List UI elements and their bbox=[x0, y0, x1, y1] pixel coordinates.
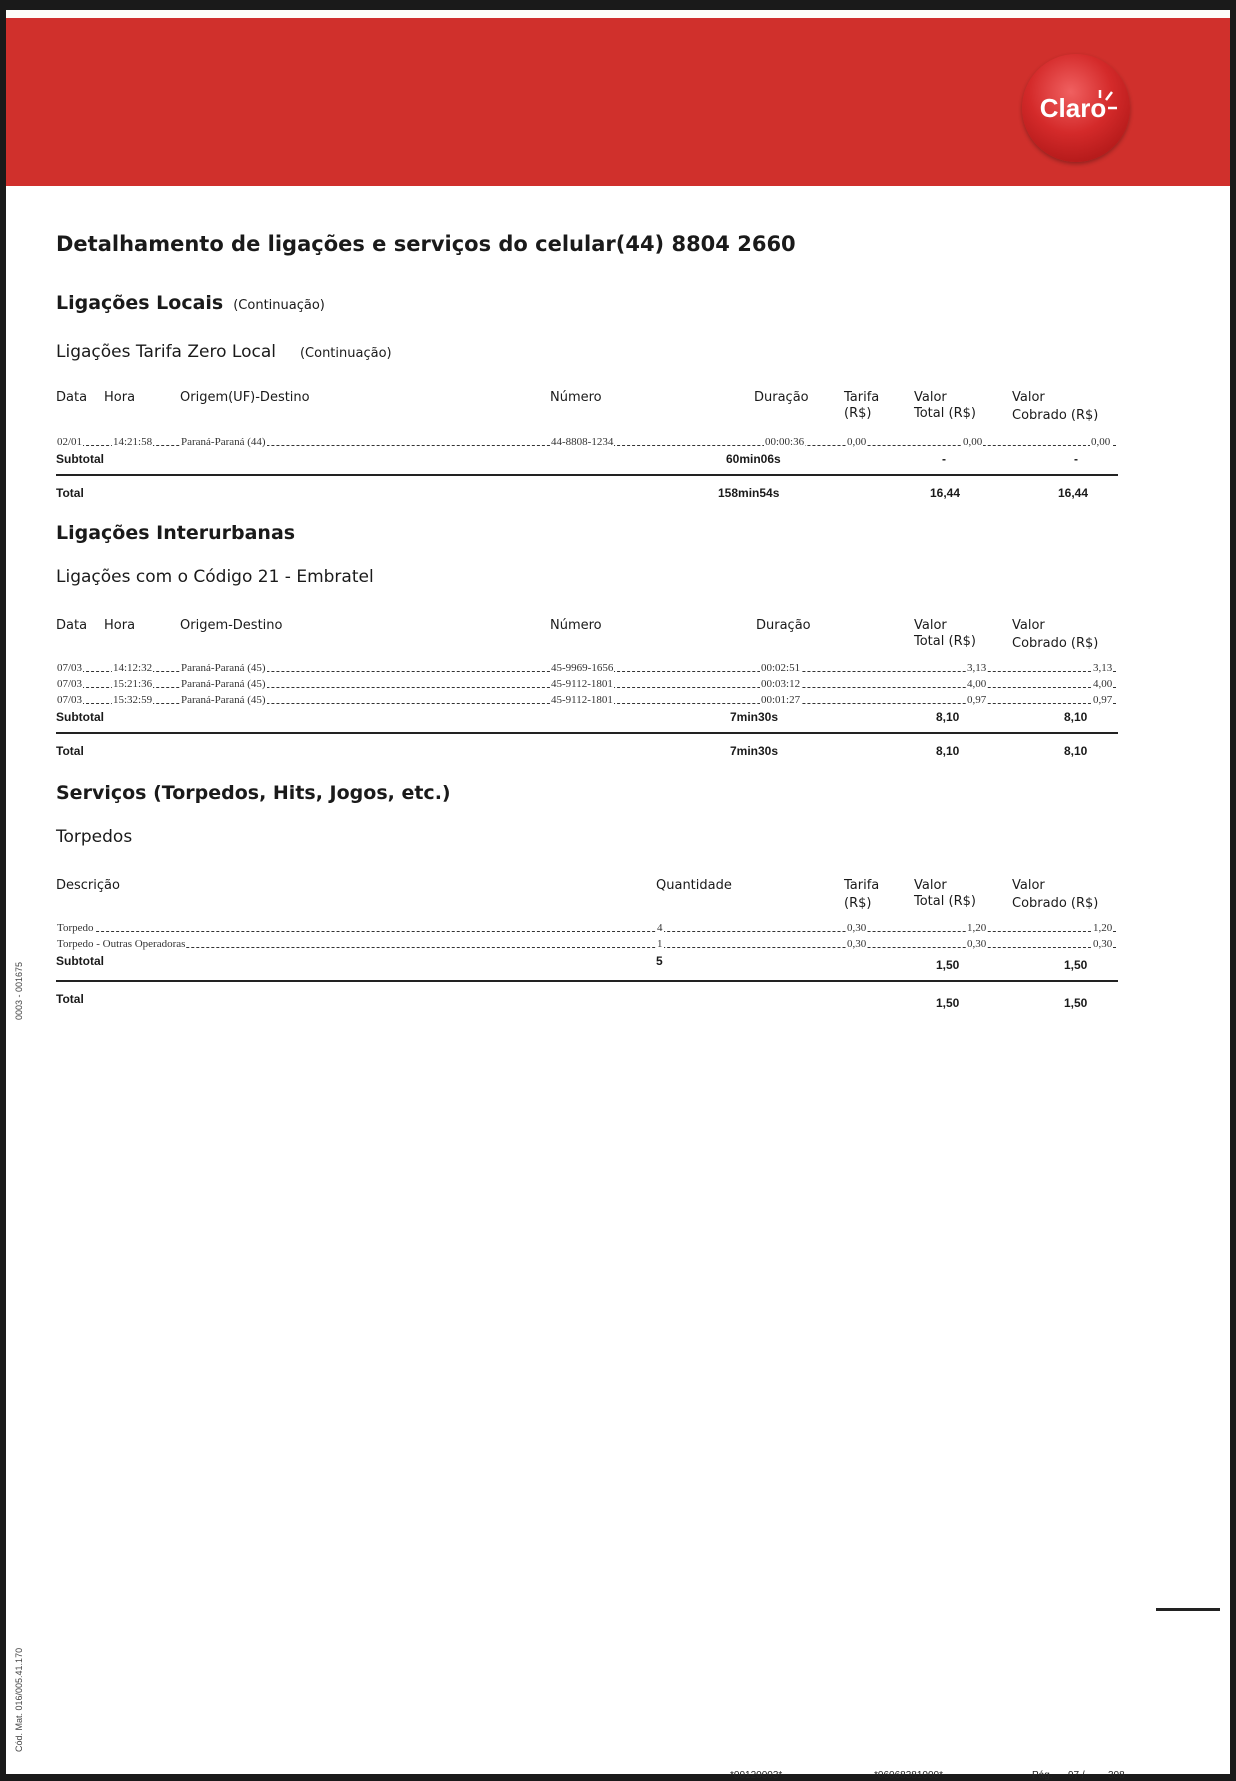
page-number: 97 / bbox=[1068, 1770, 1085, 1781]
col-valor-cobrado: Valor Cobrado (R$) bbox=[1012, 878, 1099, 911]
col-tarifa: Tarifa (R$) bbox=[844, 878, 880, 911]
total-valor-total: 1,50 bbox=[936, 996, 960, 1010]
total-valor-cobrado: 16,44 bbox=[1058, 486, 1089, 500]
col-data: Data bbox=[56, 390, 88, 405]
material-code: Cód. Mat. 016/005.41.170 bbox=[14, 1647, 24, 1752]
top-edge bbox=[6, 10, 1230, 18]
page-title: Detalhamento de ligações e serviços do celular(44) 8804 2660 bbox=[56, 232, 796, 256]
total-valor-total: 16,44 bbox=[930, 486, 961, 500]
col-hora: Hora bbox=[104, 390, 136, 405]
total-duracao: 7min30s bbox=[730, 744, 779, 758]
col-tarifa: Tarifa (R$) bbox=[844, 390, 880, 421]
table-row: Torpedo 4 0,30 1,20 1,20 bbox=[56, 922, 1116, 938]
total-label: Total bbox=[56, 992, 84, 1006]
col-origem: Origem(UF)-Destino bbox=[180, 390, 310, 405]
subsection-heading-tarifa-zero: Ligações Tarifa Zero Local (Continuação) bbox=[56, 342, 392, 362]
subtotal-quantidade: 5 bbox=[656, 954, 663, 968]
total-valor-cobrado: 8,10 bbox=[1064, 744, 1088, 758]
subsection-heading-torpedos: Torpedos bbox=[56, 827, 133, 847]
col-data: Data bbox=[56, 618, 88, 633]
subtotal-valor-total: 8,10 bbox=[936, 710, 960, 724]
table-row: Torpedo - Outras Operadoras 1 0,30 0,30 0,30 bbox=[56, 938, 1116, 954]
total-pages: 308 bbox=[1108, 1770, 1125, 1781]
bill-page bbox=[6, 10, 1230, 1781]
section-heading-interurbanas: Ligações Interurbanas bbox=[56, 522, 296, 544]
col-valor-cobrado: Valor Cobrado (R$) bbox=[1012, 390, 1099, 423]
subtotal-label: Subtotal bbox=[56, 452, 104, 466]
claro-logo bbox=[1022, 54, 1130, 162]
col-origem: Origem-Destino bbox=[180, 618, 283, 633]
fold-marker bbox=[1156, 1608, 1220, 1611]
divider bbox=[56, 732, 1118, 734]
footer-code-1: *00120003* bbox=[730, 1770, 783, 1781]
table-row: 07/03 15:32:59 Paraná-Paraná (45) 45-9112-1801 00:01:27 0,97 0,97 bbox=[56, 694, 1116, 710]
subtotal-valor-total: - bbox=[942, 452, 946, 466]
divider bbox=[56, 474, 1118, 476]
total-label: Total bbox=[56, 486, 84, 500]
subtotal-valor-cobrado: - bbox=[1074, 452, 1078, 466]
table-row: 07/03 14:12:32 Paraná-Paraná (45) 45-9969-1656 00:02:51 3,13 3,13 bbox=[56, 662, 1116, 678]
col-valor-total: Valor Total (R$) bbox=[914, 618, 976, 649]
col-valor-total: Valor Total (R$) bbox=[914, 878, 976, 909]
subsection-heading-embratel: Ligações com o Código 21 - Embratel bbox=[56, 567, 374, 587]
section-heading-servicos: Serviços (Torpedos, Hits, Jogos, etc.) bbox=[56, 782, 451, 804]
total-duracao: 158min54s bbox=[718, 486, 780, 500]
total-valor-cobrado: 1,50 bbox=[1064, 996, 1088, 1010]
total-label: Total bbox=[56, 744, 84, 758]
col-hora: Hora bbox=[104, 618, 136, 633]
section-heading-locais: Ligações Locais (Continuação) bbox=[56, 292, 325, 314]
table-row: 02/01 14:21:58 Paraná-Paraná (44) 44-8808-1234 00:00:36 0,00 0,00 0,00 bbox=[56, 436, 1116, 452]
col-numero: Número bbox=[550, 618, 602, 633]
col-quantidade: Quantidade bbox=[656, 878, 732, 893]
col-valor-total: Valor Total (R$) bbox=[914, 390, 976, 421]
divider bbox=[56, 980, 1118, 982]
subtotal-duracao: 60min06s bbox=[726, 452, 781, 466]
subtotal-valor-cobrado: 1,50 bbox=[1064, 958, 1088, 972]
subtotal-label: Subtotal bbox=[56, 710, 104, 724]
subtotal-valor-total: 1,50 bbox=[936, 958, 960, 972]
subtotal-duracao: 7min30s bbox=[730, 710, 779, 724]
col-valor-cobrado: Valor Cobrado (R$) bbox=[1012, 618, 1099, 651]
total-valor-total: 8,10 bbox=[936, 744, 960, 758]
col-numero: Número bbox=[550, 390, 602, 405]
brand-name: Claro bbox=[1039, 92, 1107, 123]
col-duracao: Duração bbox=[756, 618, 811, 633]
sun-rays-icon bbox=[1096, 88, 1118, 114]
col-duracao: Duração bbox=[754, 390, 809, 405]
header-banner bbox=[6, 18, 1230, 186]
side-code: 0003 - 001675 bbox=[14, 961, 24, 1020]
footer-code-2: *06068381000* bbox=[874, 1770, 943, 1781]
page-label: Pág. bbox=[1032, 1770, 1053, 1781]
subtotal-label: Subtotal bbox=[56, 954, 104, 968]
subtotal-valor-cobrado: 8,10 bbox=[1064, 710, 1088, 724]
col-descricao: Descrição bbox=[56, 878, 120, 893]
table-row: 07/03 15:21:36 Paraná-Paraná (45) 45-9112-1801 00:03:12 4,00 4,00 bbox=[56, 678, 1116, 694]
